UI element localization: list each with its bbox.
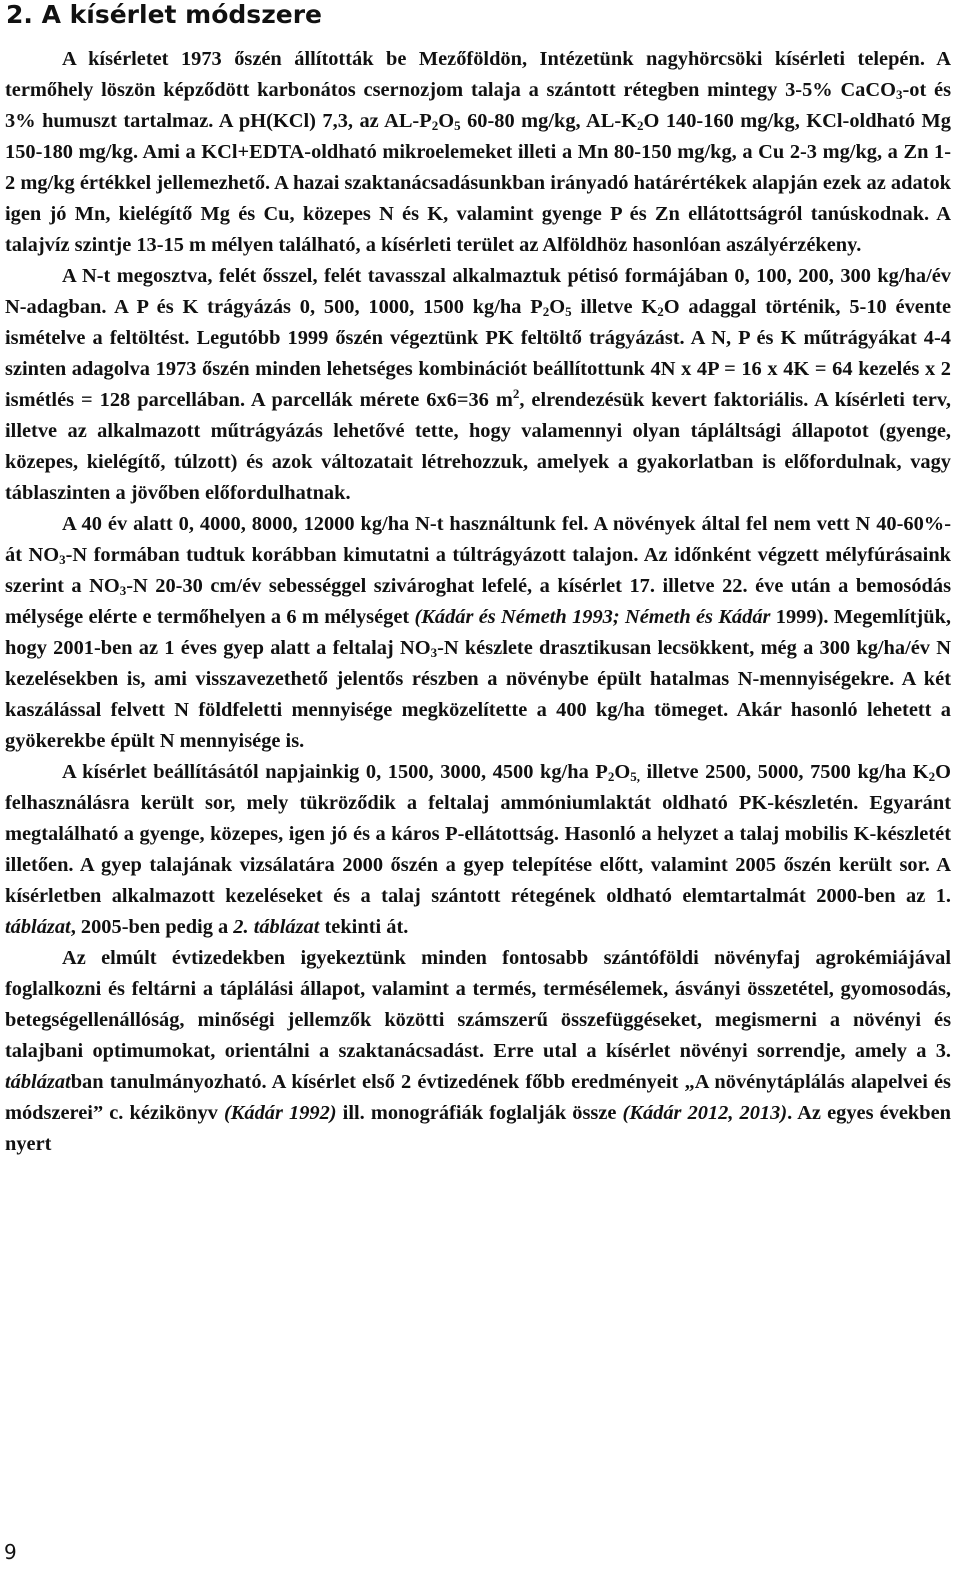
paragraph xyxy=(5,44,951,261)
text-run: -N formában tudtuk korábban kimutatni a túltrágyázott talajon. Az időnként végzett mélyfúrásaink szerint a NO xyxy=(5,544,952,597)
text-run: -N 20-30 cm/év sebességgel szivároghat lefelé, a kísérlet 17. illetve 22. éve után a bemosódás mélysége elérte e termőhelyen a 6 m mélységet xyxy=(5,575,952,628)
citation-text: táblázat xyxy=(5,916,71,938)
text-run: O 140-160 mg/kg, KCl-oldható Mg 150-180 mg/kg. Ami a KCl+EDTA-oldható mikroelemeket illeti a Mn 80-150 mg/kg, a Cu 2-3 mg/kg, a Zn 1-2 mg/kg értékkel jellemezhető. A hazai szaktanácsadásunkban irányadó határértékek alapján ezek az adatok igen jó Mn, kielégítő Mg és Cu, közepes N és K, valamint gyenge P és Zn ellátottságról tanúskodnak. A talajvíz szintje 13-15 m mélyen található, a kísérleti terület az Alföldhöz hasonlóan aszályérzékeny. xyxy=(5,110,951,256)
text-run: , 2005-ben pedig a xyxy=(70,916,234,938)
text-run: , elrendezésük kevert faktoriális. A kísérleti terv, illetve az alkalmazott műtrágyázás lehetővé tette, hogy valamennyi olyan tápláltsági állapotot (gyenge, közepes, kielégítő, túlzott) és azok változatait létrehozzuk, amelyek a gyakorlatban is előfordulnak, vagy táblaszinten a jövőben előfordulhatnak. xyxy=(5,389,952,504)
citation-text: (Kádár 1992) xyxy=(223,1102,337,1124)
text-run: tekinti át. xyxy=(319,916,409,938)
subscript: 2 xyxy=(636,118,644,133)
text-run: A 40 év alatt 0, 4000, 8000, 12000 kg/ha N-t használtunk fel. A növények által fel nem vett N 40-60%-át NO xyxy=(5,513,951,566)
paragraph xyxy=(5,261,951,509)
citation-text: (Kádár 2012, 2013) xyxy=(622,1102,788,1124)
text-run: O xyxy=(549,296,566,318)
citation-text: táblázat xyxy=(5,1071,71,1093)
citation-text: (Kádár és Németh 1993; Németh és Kádár xyxy=(414,606,771,628)
text-run: 60-80 mg/kg, AL-K xyxy=(460,110,637,132)
text-run: A kísérletet 1973 őszén állították be Mezőföldön, Intézetünk nagyhörcsöki kísérleti telepén. A termőhely löszön képződött karbonátos csernozjom talaja a szántott rétegben mintegy 3-5% CaCO xyxy=(5,48,951,101)
text-run: ban tanulmányozható. A kísérlet első 2 évtizedének főbb eredményeit „A növénytáplálás alapelvei és módszerei” c. kézikönyv xyxy=(5,1071,951,1124)
text-run: illetve 2500, 5000, 7500 kg/ha K xyxy=(639,761,929,783)
text-run: . Az egyes években nyert xyxy=(5,1102,951,1155)
citation-text: 2. táblázat xyxy=(233,916,320,938)
subscript: 2 xyxy=(542,304,550,319)
text-run: O felhasználásra került sor, mely tükröződik a feltalaj ammóniumlaktát oldható PK-készletén. Egyaránt megtalálható a gyenge, közepes, igen jó és a káros P-ellátottság. Hasonló a helyzet a talaj mobilis K-készletét illetően. A gyep talajának vizsálatára 2000 őszén a gyep telepítése előtt, valamint 2005 őszén került sor. A kísérletben alkalmazott kezeléseket és a talaj szántott rétegének oldható elemtartalmát 2000-ben az 1. xyxy=(5,761,952,907)
subscript: 3 xyxy=(59,552,66,567)
section-heading: 2. A kísérlet módszere xyxy=(6,0,322,29)
subscript: 3 xyxy=(895,87,903,102)
text-run: -N készlete drasztikusan lecsökkent, még a 300 kg/ha/év N kezelésekben is, ami visszavezethető jelentős részben a növénybe épült hatalmas N-mennyiségekre. A két kaszálással felvett N földfeletti mennyisége megközelítette a 400 kg/ha tömeget. Akár hasonló lehetett a gyökerekbe épült N mennyisége is. xyxy=(5,637,951,752)
text-run: A kísérlet beállításától napjainkig 0, 1500, 3000, 4500 kg/ha P xyxy=(62,761,608,783)
subscript: 5 xyxy=(565,304,572,319)
text-run: 1999). Megemlítjük, hogy 2001-ben az 1 éves gyep alatt a feltalaj NO xyxy=(5,606,952,659)
subscript: 2 xyxy=(928,769,936,784)
subscript: 5 xyxy=(454,118,461,133)
text-run: illetve K xyxy=(571,296,658,318)
text-run: ill. monográfiák foglalják össze xyxy=(336,1102,623,1124)
text-run: O adaggal történik, 5-10 évente ismételve a feltöltést. Legutóbb 1999 őszén végeztünk PK feltöltő trágyázást. A N, P és K műtrágyákat 4-4 szinten adagolva 1973 őszén minden lehetséges kombinációt beállítottunk 4N x 4P = 16 x 4K = 64 kezelés x 2 ismétlés = 128 parcellában. A parcellák mérete 6x6=36 m xyxy=(5,296,952,411)
text-run: O xyxy=(438,110,455,132)
text-run: Az elmúlt évtizedekben igyekeztünk minden fontosabb szántóföldi növényfaj agrokémiájával foglalkozni és feltárni a táplálási állapot, valamint a termés, termésélemek, ásványi összetétel, gyomosodás, betegségellenállóság, minőségi jellemzők közötti számszerű összefüggéseket, megismerni a növényi és talajbani optimumokat, orientálni a szaktanácsadást. Erre utal a kísérlet növényi sorrendje, amely a 3. xyxy=(5,947,951,1062)
subscript: 2 xyxy=(431,118,439,133)
subscript: 5, xyxy=(630,769,640,784)
text-run: O xyxy=(614,761,631,783)
text-run: A N-t megosztva, felét ősszel, felét tavasszal alkalmaztuk pétisó formájában 0, 100, 200, 300 kg/ha/év N-adagban. A P és K trágyázás 0, 500, 1000, 1500 kg/ha P xyxy=(5,265,951,318)
superscript: 2 xyxy=(512,386,520,401)
paragraph xyxy=(5,757,951,943)
page-number: 9 xyxy=(4,1540,17,1564)
text-run: -ot és 3% humuszt tartalmaz. A pH(KCl) 7,3, az AL-P xyxy=(5,79,952,132)
body-text xyxy=(5,44,951,1160)
subscript: 2 xyxy=(657,304,664,319)
paragraph xyxy=(5,509,951,757)
subscript: 3 xyxy=(119,583,127,598)
subscript: 2 xyxy=(607,769,615,784)
subscript: 3 xyxy=(430,645,438,660)
paragraph xyxy=(5,943,951,1160)
